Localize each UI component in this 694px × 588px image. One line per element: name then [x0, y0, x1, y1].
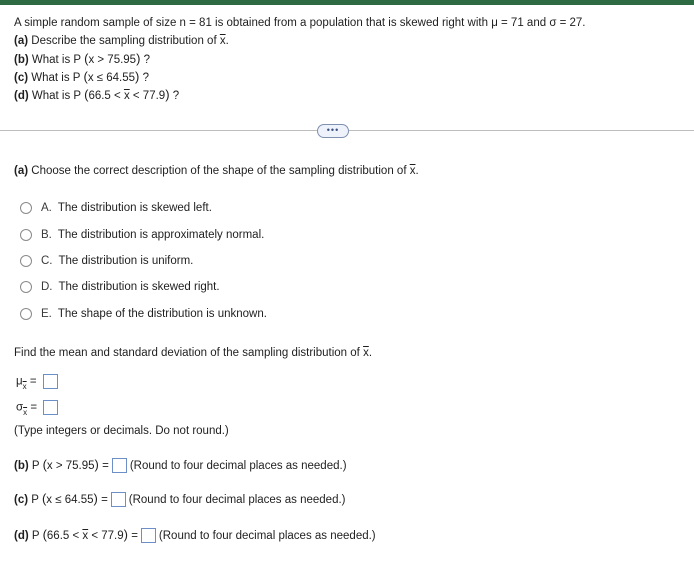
xbar-symbol: $\overline{x}$ — [363, 347, 369, 359]
question-c-end: ? — [142, 72, 149, 84]
radio-button[interactable] — [20, 308, 32, 320]
part-d-hint: (Round to four decimal places as needed.) — [158, 530, 376, 542]
equals-sign: = — [29, 375, 37, 388]
option-text: The distribution is uniform. — [58, 255, 194, 267]
equals-sign: = — [102, 460, 109, 472]
option-letter: E. — [41, 308, 52, 320]
mean-sd-hint: (Type integers or decimals. Do not round.) — [14, 425, 229, 437]
question-c-label: (c) — [14, 72, 29, 84]
intro-mid: is obtained from a population that is skewed right with — [211, 17, 492, 29]
mu-symbol: μ — [16, 375, 23, 388]
option-e[interactable] — [20, 308, 267, 320]
option-letter: B. — [41, 229, 52, 241]
population-sd: σ = 27. — [549, 17, 586, 29]
probability-symbol: P — [31, 460, 40, 472]
xbar-symbol: $\overline{x}$ — [123, 90, 130, 102]
question-d-end: ? — [172, 90, 180, 102]
part-d-row: (d) P $(66.5 < \overline{x} < 77.9)$ = (Round to four decimal places as needed.) — [14, 527, 376, 542]
question-d-expression-pre: 66.5 < — [88, 90, 124, 102]
intro-lead: A simple random sample of size — [14, 17, 180, 29]
xbar-symbol: $\overline{x}$ — [409, 165, 416, 177]
probability-symbol: P — [31, 530, 40, 542]
radio-button[interactable] — [20, 229, 32, 241]
option-d[interactable] — [20, 281, 220, 293]
part-b-hint: (Round to four decimal places as needed.) — [129, 460, 347, 472]
part-c-answer-box[interactable] — [111, 492, 126, 507]
part-a-prompt-text: Choose the correct description of the shape of the sampling distribution of — [31, 165, 407, 177]
question-a-text: Describe the sampling distribution of — [31, 35, 217, 47]
intro-and: and — [523, 17, 550, 29]
part-a-label: (a) — [14, 165, 29, 177]
mean-sd-prompt — [14, 346, 372, 360]
part-c-row: (c) P (x ≤ 64.55) = (Round to four decimal places as needed.) — [14, 491, 346, 506]
part-d-answer-box[interactable] — [141, 528, 156, 543]
xbar-subscript: x — [23, 407, 28, 417]
top-accent-bar — [0, 0, 694, 5]
part-c-hint: (Round to four decimal places as needed.) — [128, 494, 346, 506]
question-d-label: (d) — [14, 90, 29, 102]
sd-row — [16, 400, 61, 415]
part-b-expression: x > 75.95 — [46, 460, 95, 472]
question-a-label: (a) — [14, 35, 29, 47]
option-b[interactable] — [20, 229, 264, 241]
option-text: The shape of the distribution is unknown. — [57, 308, 267, 320]
sample-size: n = 81 — [179, 17, 212, 29]
mean-sd-end: . — [368, 347, 373, 359]
question-b-text: What is P — [31, 54, 81, 66]
problem-statement — [14, 16, 586, 30]
expand-more-button[interactable]: ••• — [317, 124, 349, 138]
question-c-text: What is P — [31, 72, 81, 84]
part-d-label: (d) — [14, 530, 29, 542]
option-letter: A. — [41, 202, 52, 214]
xbar-symbol: $\overline{x}$ — [219, 35, 226, 47]
part-d-expression-post: < 77.9 — [88, 530, 124, 542]
question-c-expression: x ≤ 64.55 — [87, 72, 136, 84]
part-b-label: (b) — [14, 460, 29, 472]
question-d-expression-post: < 77.9 — [129, 90, 166, 102]
radio-button[interactable] — [20, 255, 32, 267]
xbar-symbol: $\overline{x}$ — [82, 530, 89, 542]
probability-symbol: P — [31, 494, 39, 506]
option-a[interactable] — [20, 202, 212, 214]
radio-button[interactable] — [20, 202, 32, 214]
part-d-expression-pre: 66.5 < — [46, 530, 83, 542]
part-a-end: . — [415, 165, 419, 177]
mean-row — [16, 374, 61, 389]
sd-answer-box[interactable] — [43, 400, 58, 415]
option-text: The distribution is skewed right. — [58, 281, 220, 293]
mean-sd-prompt-text: Find the mean and standard deviation of the sampling distribution of — [14, 347, 360, 359]
option-text: The distribution is approximately normal. — [57, 229, 265, 241]
question-a — [14, 34, 229, 48]
question-b-expression: x > 75.95 — [88, 54, 137, 66]
xbar-subscript: x — [22, 381, 27, 391]
option-text: The distribution is skewed left. — [57, 202, 212, 214]
part-a-prompt — [14, 164, 419, 178]
option-letter: C. — [41, 255, 53, 267]
part-b-row: (b) P (x > 75.95) = (Round to four decimal places as needed.) — [14, 457, 347, 472]
question-b: (b) What is P (x > 75.95) ? — [14, 51, 151, 66]
population-mean: μ = 71 — [491, 17, 524, 29]
radio-button[interactable] — [20, 281, 32, 293]
question-d: (d) What is P $(66.5 < \overline{x} < 77.9)$ ? — [14, 87, 180, 102]
mean-answer-box[interactable] — [43, 374, 58, 389]
part-b-answer-box[interactable] — [112, 458, 127, 473]
equals-sign: = — [101, 494, 108, 506]
question-b-end: ? — [143, 54, 151, 66]
part-c-label: (c) — [14, 494, 29, 506]
equals-sign: = — [30, 401, 38, 414]
question-d-text: What is P — [31, 90, 81, 102]
option-letter: D. — [41, 281, 53, 293]
question-a-end: . — [225, 35, 229, 47]
question-b-label: (b) — [14, 54, 29, 66]
sigma-symbol: σ — [16, 401, 24, 414]
equals-sign: = — [131, 530, 138, 542]
part-c-expression: x ≤ 64.55 — [46, 494, 94, 506]
option-c[interactable] — [20, 255, 193, 267]
question-c: (c) What is P (x ≤ 64.55) ? — [14, 69, 149, 84]
